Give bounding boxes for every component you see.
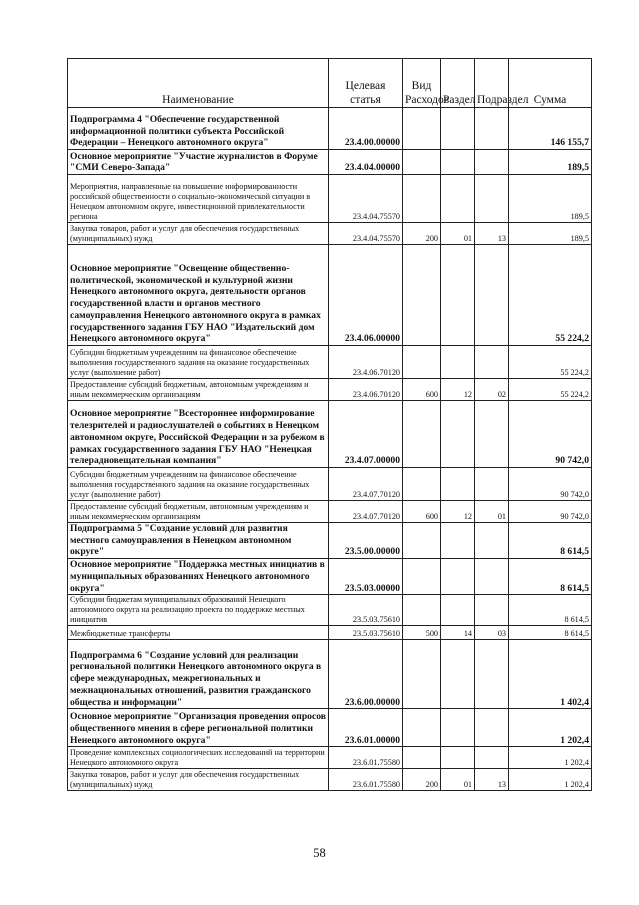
- row-name: Предоставление субсидий бюджетным, автономным учреждениям и иным некоммерческим организациям: [68, 379, 329, 401]
- header-row: [68, 59, 592, 108]
- row-name: Субсидии бюджетным учреждениям на финансовое обеспечение выполнения государственного задания на оказание государственных услуг (выполнение работ): [68, 468, 329, 501]
- table-row: [68, 401, 592, 468]
- row-amount: 1 202,4: [509, 747, 592, 769]
- table-row: [68, 175, 592, 223]
- table-row: [68, 769, 592, 791]
- table-header: [68, 59, 592, 108]
- row-name: Основное мероприятие "Участие журналистов в Форуме "СМИ Северо-Запада": [68, 150, 329, 175]
- row-target-article: 23.4.07.00000: [329, 401, 403, 468]
- row-amount: 90 742,0: [509, 401, 592, 468]
- row-expense-type: [403, 559, 441, 595]
- row-subsection: [475, 595, 509, 626]
- table-row: [68, 709, 592, 747]
- table-row: [68, 747, 592, 769]
- row-subsection: [475, 747, 509, 769]
- budget-table: [67, 58, 592, 791]
- row-subsection: 01: [475, 501, 509, 523]
- row-section: [441, 346, 475, 379]
- row-target-article: 23.4.06.70120: [329, 379, 403, 401]
- row-name: Подпрограмма 5 "Создание условий для развития местного самоуправления в Ненецком автономном округе": [68, 523, 329, 559]
- table-row: [68, 245, 592, 346]
- row-amount: 90 742,0: [509, 468, 592, 501]
- row-section: [441, 640, 475, 709]
- row-target-article: 23.6.00.00000: [329, 640, 403, 709]
- row-name: Основное мероприятие "Всестороннее информирование телезрителей и радиослушателей о событиях в Ненецком автономном округе, Российской Федерации и за рубежом в рамках государственного задания ГБУ НАО "Ненецкая телерадиовещательная компания": [68, 401, 329, 468]
- table-row: [68, 501, 592, 523]
- row-expense-type: [403, 747, 441, 769]
- row-section: [441, 175, 475, 223]
- row-expense-type: 600: [403, 379, 441, 401]
- row-section: [441, 523, 475, 559]
- row-name: Проведение комплексных социологических исследований на территории Ненецкого автономного округа: [68, 747, 329, 769]
- row-section: [441, 468, 475, 501]
- row-amount: 90 742,0: [509, 501, 592, 523]
- row-target-article: 23.5.03.75610: [329, 595, 403, 626]
- page-number: 58: [313, 846, 326, 860]
- row-target-article: 23.4.04.00000: [329, 150, 403, 175]
- header-target-article: Целевая статья: [329, 59, 403, 108]
- row-target-article: 23.4.04.75570: [329, 175, 403, 223]
- row-subsection: 13: [475, 769, 509, 791]
- row-amount: 189,5: [509, 175, 592, 223]
- row-amount: 189,5: [509, 150, 592, 175]
- table-body: [68, 108, 592, 791]
- table-row: [68, 223, 592, 245]
- row-subsection: [475, 401, 509, 468]
- row-name: Подпрограмма 6 "Создание условий для реализации региональной политики Ненецкого автономного округа в сфере международных, межрегиональных и межнациональных отношений, развития гражданского общества и информации": [68, 640, 329, 709]
- row-section: 14: [441, 626, 475, 640]
- row-section: [441, 150, 475, 175]
- row-section: [441, 559, 475, 595]
- row-target-article: 23.6.01.75580: [329, 769, 403, 791]
- row-amount: 55 224,2: [509, 346, 592, 379]
- row-amount: 1 402,4: [509, 640, 592, 709]
- row-target-article: 23.5.03.00000: [329, 559, 403, 595]
- row-subsection: 13: [475, 223, 509, 245]
- row-name: Мероприятия, направленные на повышение информированности российской общественности о социально-экономической ситуации в Ненецком автономном округе, инвестиционной привлекательности региона: [68, 175, 329, 223]
- table-row: [68, 108, 592, 150]
- row-name: Предоставление субсидий бюджетным, автономным учреждениям и иным некоммерческим организациям: [68, 501, 329, 523]
- row-target-article: 23.4.07.70120: [329, 468, 403, 501]
- row-subsection: [475, 245, 509, 346]
- row-target-article: 23.6.01.75580: [329, 747, 403, 769]
- row-target-article: 23.5.03.75610: [329, 626, 403, 640]
- row-expense-type: [403, 346, 441, 379]
- row-amount: 146 155,7: [509, 108, 592, 150]
- row-expense-type: [403, 523, 441, 559]
- row-section: 01: [441, 223, 475, 245]
- row-subsection: [475, 108, 509, 150]
- row-subsection: 02: [475, 379, 509, 401]
- row-section: 12: [441, 501, 475, 523]
- row-target-article: 23.4.04.75570: [329, 223, 403, 245]
- row-expense-type: [403, 709, 441, 747]
- row-amount: 55 224,2: [509, 245, 592, 346]
- row-name: Основное мероприятие "Освещение общественно-политической, экономической и культурной жизни Ненецкого автономного округа, деятельности органов государственной власти и органов местного самоуправления Ненецкого автономного округа в рамках государственного задания ГБУ НАО "Издательский дом Ненецкого автономного округа": [68, 245, 329, 346]
- row-subsection: 03: [475, 626, 509, 640]
- row-expense-type: [403, 245, 441, 346]
- row-amount: 1 202,4: [509, 709, 592, 747]
- row-amount: 189,5: [509, 223, 592, 245]
- row-name: Субсидии бюджетам муниципальных образований Ненецкого автономного округа на реализацию проекта по поддержке местных инициатив: [68, 595, 329, 626]
- row-subsection: [475, 346, 509, 379]
- row-expense-type: 200: [403, 223, 441, 245]
- table-row: [68, 150, 592, 175]
- row-expense-type: 500: [403, 626, 441, 640]
- row-target-article: 23.4.07.70120: [329, 501, 403, 523]
- row-section: [441, 108, 475, 150]
- header-expense-type: Вид Расходов: [403, 59, 441, 108]
- row-amount: 8 614,5: [509, 595, 592, 626]
- table-row: [68, 640, 592, 709]
- row-subsection: [475, 175, 509, 223]
- row-target-article: 23.6.01.00000: [329, 709, 403, 747]
- row-target-article: 23.4.00.00000: [329, 108, 403, 150]
- row-name: Закупка товаров, работ и услуг для обеспечения государственных (муниципальных) нужд: [68, 223, 329, 245]
- row-section: [441, 401, 475, 468]
- row-subsection: [475, 709, 509, 747]
- row-name: Закупка товаров, работ и услуг для обеспечения государственных (муниципальных) нужд: [68, 769, 329, 791]
- row-section: [441, 595, 475, 626]
- row-section: 12: [441, 379, 475, 401]
- row-expense-type: [403, 150, 441, 175]
- row-amount: 8 614,5: [509, 559, 592, 595]
- row-expense-type: [403, 401, 441, 468]
- table-row: [68, 468, 592, 501]
- header-amount: Сумма: [509, 59, 592, 108]
- row-subsection: [475, 640, 509, 709]
- table-row: [68, 595, 592, 626]
- table-row: [68, 346, 592, 379]
- table-row: [68, 559, 592, 595]
- row-name: Подпрограмма 4 "Обеспечение государственной информационной политики субъекта Российской Федерации – Ненецкого автономного округа": [68, 108, 329, 150]
- row-subsection: [475, 150, 509, 175]
- row-target-article: 23.5.00.00000: [329, 523, 403, 559]
- row-name: Субсидии бюджетным учреждениям на финансовое обеспечение выполнения государственного задания на оказание государственных услуг (выполнение работ): [68, 346, 329, 379]
- row-expense-type: [403, 468, 441, 501]
- row-section: [441, 245, 475, 346]
- row-amount: 1 202,4: [509, 769, 592, 791]
- row-amount: 55 224,2: [509, 379, 592, 401]
- row-expense-type: 600: [403, 501, 441, 523]
- row-name: Основное мероприятие "Поддержка местных инициатив в муниципальных образованиях Ненецкого автономного округа": [68, 559, 329, 595]
- table-row: [68, 523, 592, 559]
- row-target-article: 23.4.06.70120: [329, 346, 403, 379]
- row-amount: 8 614,5: [509, 626, 592, 640]
- row-name: Межбюджетные трансферты: [68, 626, 329, 640]
- table-row: [68, 379, 592, 401]
- header-name: Наименование: [68, 59, 329, 108]
- row-expense-type: 200: [403, 769, 441, 791]
- row-amount: 8 614,5: [509, 523, 592, 559]
- row-target-article: 23.4.06.00000: [329, 245, 403, 346]
- row-section: [441, 747, 475, 769]
- row-section: [441, 709, 475, 747]
- row-expense-type: [403, 175, 441, 223]
- row-subsection: [475, 523, 509, 559]
- row-name: Основное мероприятие "Организация проведения опросов общественного мнения в сфере региональной политики Ненецкого автономного округа": [68, 709, 329, 747]
- table-row: [68, 626, 592, 640]
- row-expense-type: [403, 108, 441, 150]
- row-subsection: [475, 559, 509, 595]
- row-section: 01: [441, 769, 475, 791]
- header-section: Раздел: [441, 59, 475, 108]
- row-expense-type: [403, 640, 441, 709]
- header-subsection: Подраздел: [475, 59, 509, 108]
- row-expense-type: [403, 595, 441, 626]
- row-subsection: [475, 468, 509, 501]
